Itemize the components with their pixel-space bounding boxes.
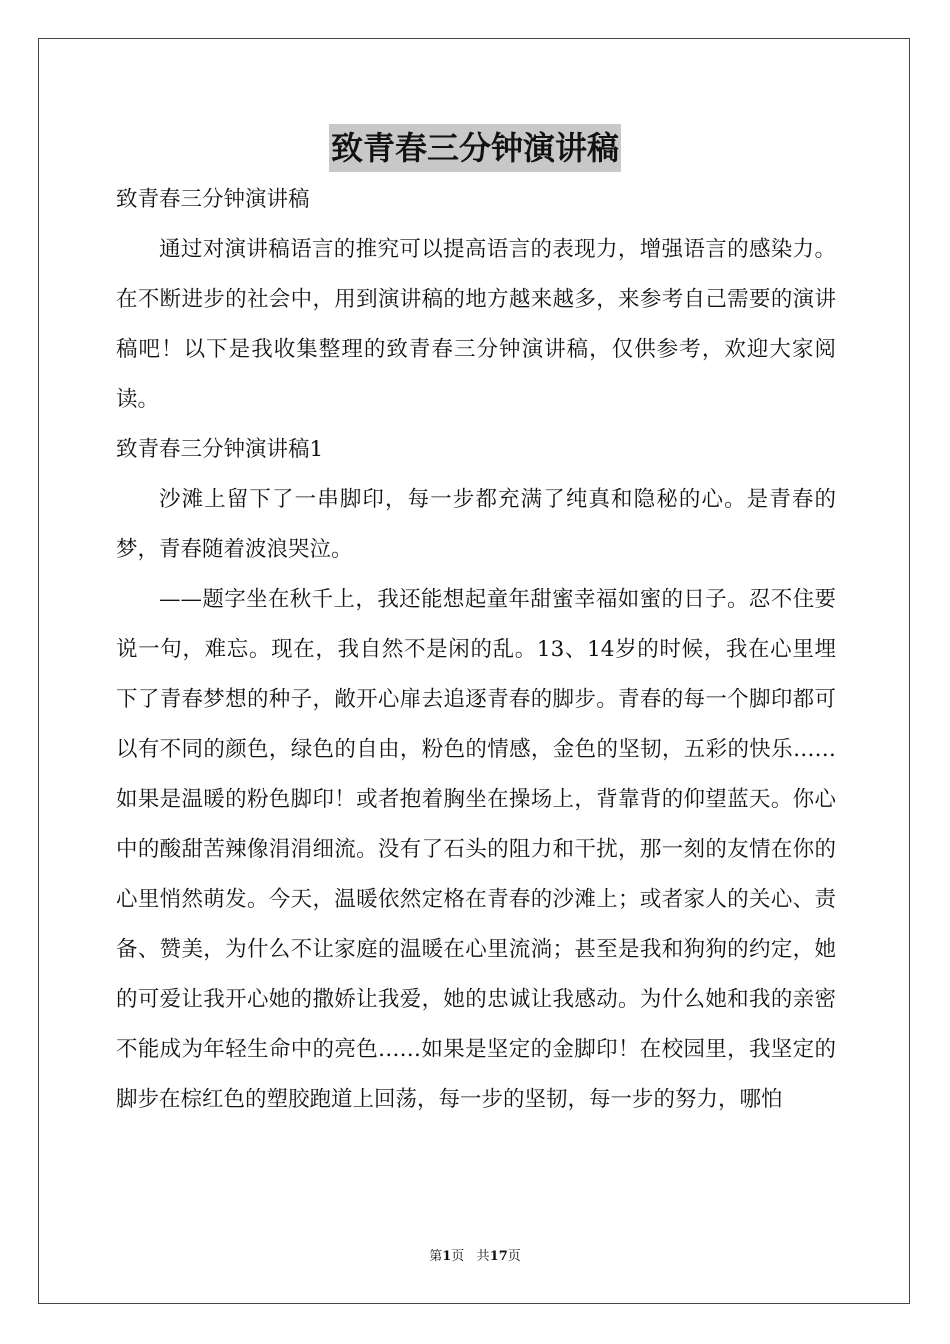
footer-gap [464,1249,476,1264]
document-title: 致青春三分钟演讲稿 [329,124,621,172]
body-paragraph-2: ——题字坐在秋千上，我还能想起童年甜蜜幸福如蜜的日子。忍不住要说一句，难忘。现在，我自然不是闲的乱。13、14岁的时候，我在心里埋下了青春梦想的种子，敞开心扉去追逐青春的脚步。青春的每一个脚印都可以有不同的颜色，绿色的自由，粉色的情感，金色的坚韧，五彩的快乐……如果是温暖的粉色脚印！或者抱着胸坐在操场上，背靠背的仰望蓝天。你心中的酸甜苦辣像涓涓细流。没有了石头的阻力和干扰，那一刻的友情在你的心里悄然萌发。今天，温暖依然定格在青春的沙滩上；或者家人的关心、责备、赞美，为什么不让家庭的温暖在心里流淌；甚至是我和狗狗的约定，她的可爱让我开心她的撒娇让我爱，她的忠诚让我感动。为什么她和我的亲密不能成为年轻生命中的亮色……如果是坚定的金脚印！在校园里，我坚定的脚步在棕红色的塑胶跑道上回荡，每一步的坚韧，每一步的努力，哪怕 [116,587,836,1112]
page-prefix: 第 [429,1249,443,1264]
body-paragraph-1: 沙滩上留下了一串脚印，每一步都充满了纯真和隐秘的心。是青春的梦，青春随着波浪哭泣。 [116,487,836,562]
total-suffix: 页 [507,1249,521,1264]
document-body [116,175,836,1125]
title-container [0,124,950,172]
intro-paragraph: 通过对演讲稿语言的推究可以提高语言的表现力，增强语言的感染力。在不断进步的社会中，用到演讲稿的地方越来越多，来参考自己需要的演讲稿吧！以下是我收集整理的致青春三分钟演讲稿，仅供参考，欢迎大家阅读。 [116,237,836,412]
total-pages: 17 [489,1249,508,1264]
page-number: 1 [442,1249,452,1264]
total-prefix: 共 [476,1249,490,1264]
document-subtitle: 致青春三分钟演讲稿 [116,187,310,212]
section-heading: 致青春三分钟演讲稿1 [116,437,324,462]
page-footer [0,1248,950,1266]
page-suffix: 页 [451,1249,465,1264]
